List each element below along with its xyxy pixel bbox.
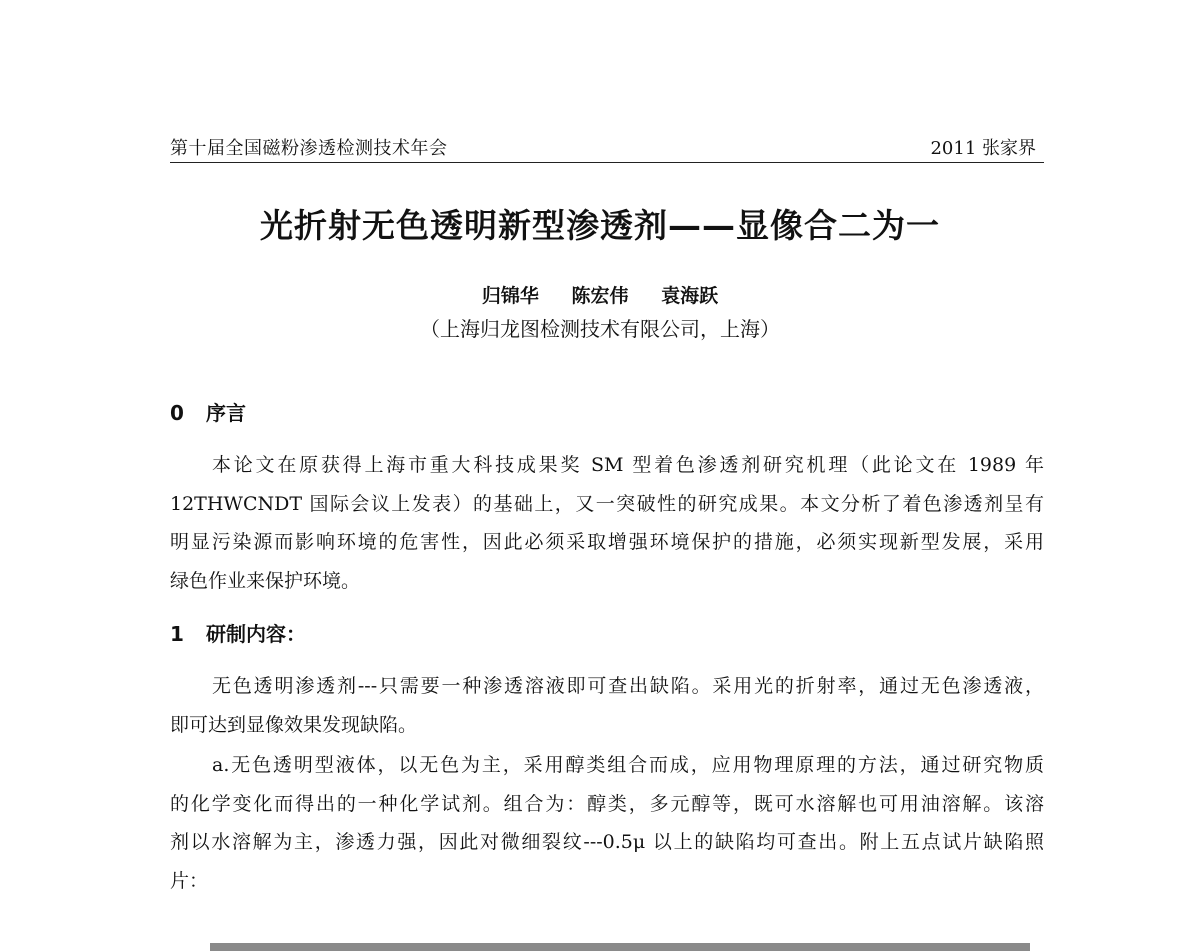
paragraph-preface [170,446,1044,600]
paragraph-line: a.无色透明型液体，以无色为主，采用醇类组合而成，应用物理原理的方法，通过研究物质 [212,754,1044,776]
section-heading-1 [170,618,306,647]
paragraph-line: 即可达到显像效果发现缺陷。 [170,713,418,736]
paragraph-line: 本论文在原获得上海市重大科技成果奖 SM 型着色渗透剂研究机理（此论文在 1989 年 [212,454,1044,476]
author-name: 袁海跃 [661,285,719,307]
paragraph-line: 绿色作业来保护环境。 [170,569,361,592]
paragraph-line: 剂以水溶解为主，渗透力强，因此对微细裂纹---0.5μ 以上的缺陷均可查出。附上五点试片缺陷照 [170,831,1044,853]
figure-top-edge [210,943,1030,951]
section-number: 0 [170,401,184,425]
paragraph-content-2 [170,746,1044,900]
paragraph-content-1 [170,667,1044,744]
paragraph-line: 的化学变化而得出的一种化学试剂。组合为：醇类，多元醇等，既可水溶解也可用油溶解。该溶 [170,792,1044,815]
author-name: 陈宏伟 [571,285,629,307]
conference-name: 第十届全国磁粉渗透检测技术年会 [170,138,448,159]
year-place: 2011 张家界 [930,138,1036,159]
author-list [0,281,1200,308]
paragraph-line: 片： [170,869,209,892]
section-title: 研制内容： [206,622,306,646]
affiliation: （上海归龙图检测技术有限公司，上海） [420,317,780,341]
author-name: 归锦华 [481,285,539,307]
paragraph-line: 12THWCNDT 国际会议上发表）的基础上，又一突破性的研究成果。本文分析了着色渗透剂呈有 [170,492,1044,515]
section-number: 1 [170,622,184,646]
running-header [170,132,1044,163]
section-title: 序言 [206,401,246,425]
paragraph-line: 明显污染源而影响环境的危害性，因此必须采取增强环境保护的措施，必须实现新型发展，采用 [170,531,1044,553]
paragraph-line: 无色透明渗透剂---只需要一种渗透溶液即可查出缺陷。采用光的折射率，通过无色渗透液， [212,675,1044,697]
paper-title: 光折射无色透明新型渗透剂——显像合二为一 [260,206,940,245]
section-heading-0 [170,397,246,426]
